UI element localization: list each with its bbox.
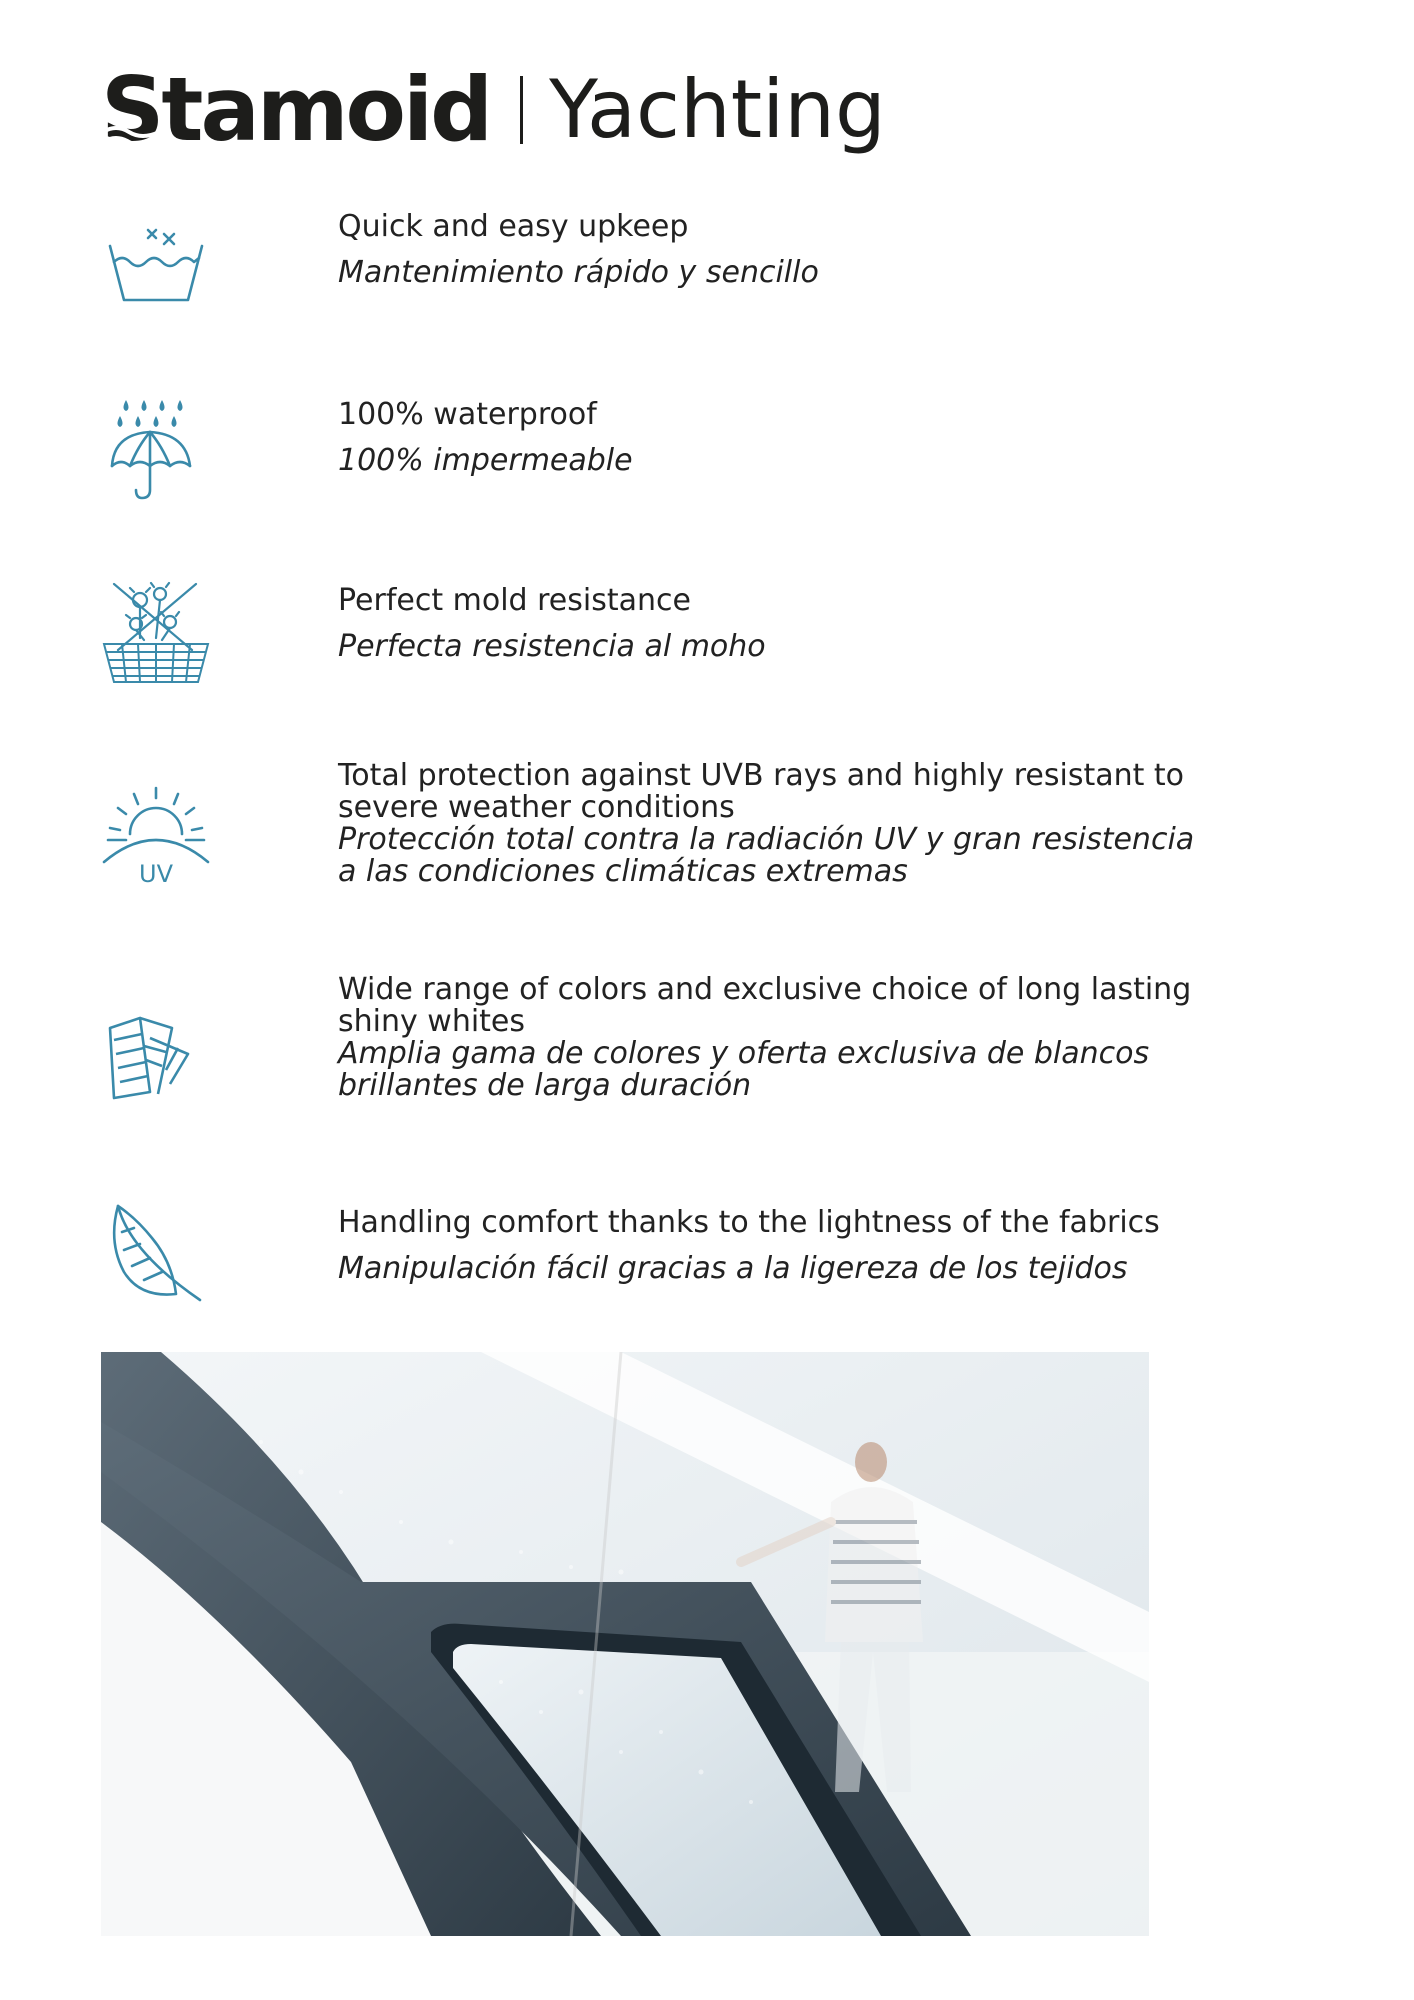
feature-en-label: 100% waterproof — [338, 397, 597, 432]
feature-es-label: Manipulación fácil gracias a la ligereza de los tejidos — [338, 1251, 1128, 1286]
boat-canopy-photo — [101, 1352, 1149, 1936]
feature-en-label: Quick and easy upkeep — [338, 209, 689, 244]
feature-text — [338, 974, 1218, 1102]
feature-es-line-2: brillantes de larga duración — [338, 1068, 752, 1103]
header — [101, 60, 886, 160]
feature-en-label: Perfect mold resistance — [338, 583, 691, 618]
uv-sun-icon — [100, 782, 212, 894]
header-divider — [520, 76, 523, 144]
product-name: Yachting — [549, 63, 886, 156]
feature-text — [338, 1206, 1218, 1285]
wave-logo-icon — [101, 120, 161, 150]
feature-en-line-1: Total protection against UVB rays and highly resistant to — [338, 758, 1185, 793]
mold-resistance-icon — [100, 578, 212, 690]
feature-es-label: Perfecta resistencia al moho — [338, 629, 766, 664]
feature-en-label: Handling comfort thanks to the lightness of the fabrics — [338, 1205, 1160, 1240]
feature-en-line-1: Wide range of colors and exclusive choice of long lasting — [338, 972, 1192, 1007]
feature-en-line-2: severe weather conditions — [338, 790, 735, 825]
feature-en-line-2: shiny whites — [338, 1004, 526, 1039]
feature-es-label: Mantenimiento rápido y sencillo — [338, 255, 819, 290]
umbrella-rain-icon — [100, 394, 212, 506]
feature-text — [338, 398, 1218, 477]
brand-logo — [101, 58, 491, 161]
feature-text — [338, 210, 1218, 289]
feature-es-line-2: a las condiciones climáticas extremas — [338, 854, 908, 889]
feature-es-label: 100% impermeable — [338, 443, 633, 478]
feather-icon — [100, 1202, 212, 1314]
feature-text — [338, 760, 1218, 888]
wash-tub-icon — [100, 218, 212, 330]
feature-es-line-1: Protección total contra la radiación UV y gran resistencia — [338, 822, 1195, 857]
feature-es-line-1: Amplia gama de colores y oferta exclusiva de blancos — [338, 1036, 1150, 1071]
feature-text — [338, 584, 1218, 663]
color-swatch-icon — [100, 998, 212, 1110]
uv-label: UV — [139, 860, 173, 888]
brand-name: Stamoid — [101, 58, 491, 161]
